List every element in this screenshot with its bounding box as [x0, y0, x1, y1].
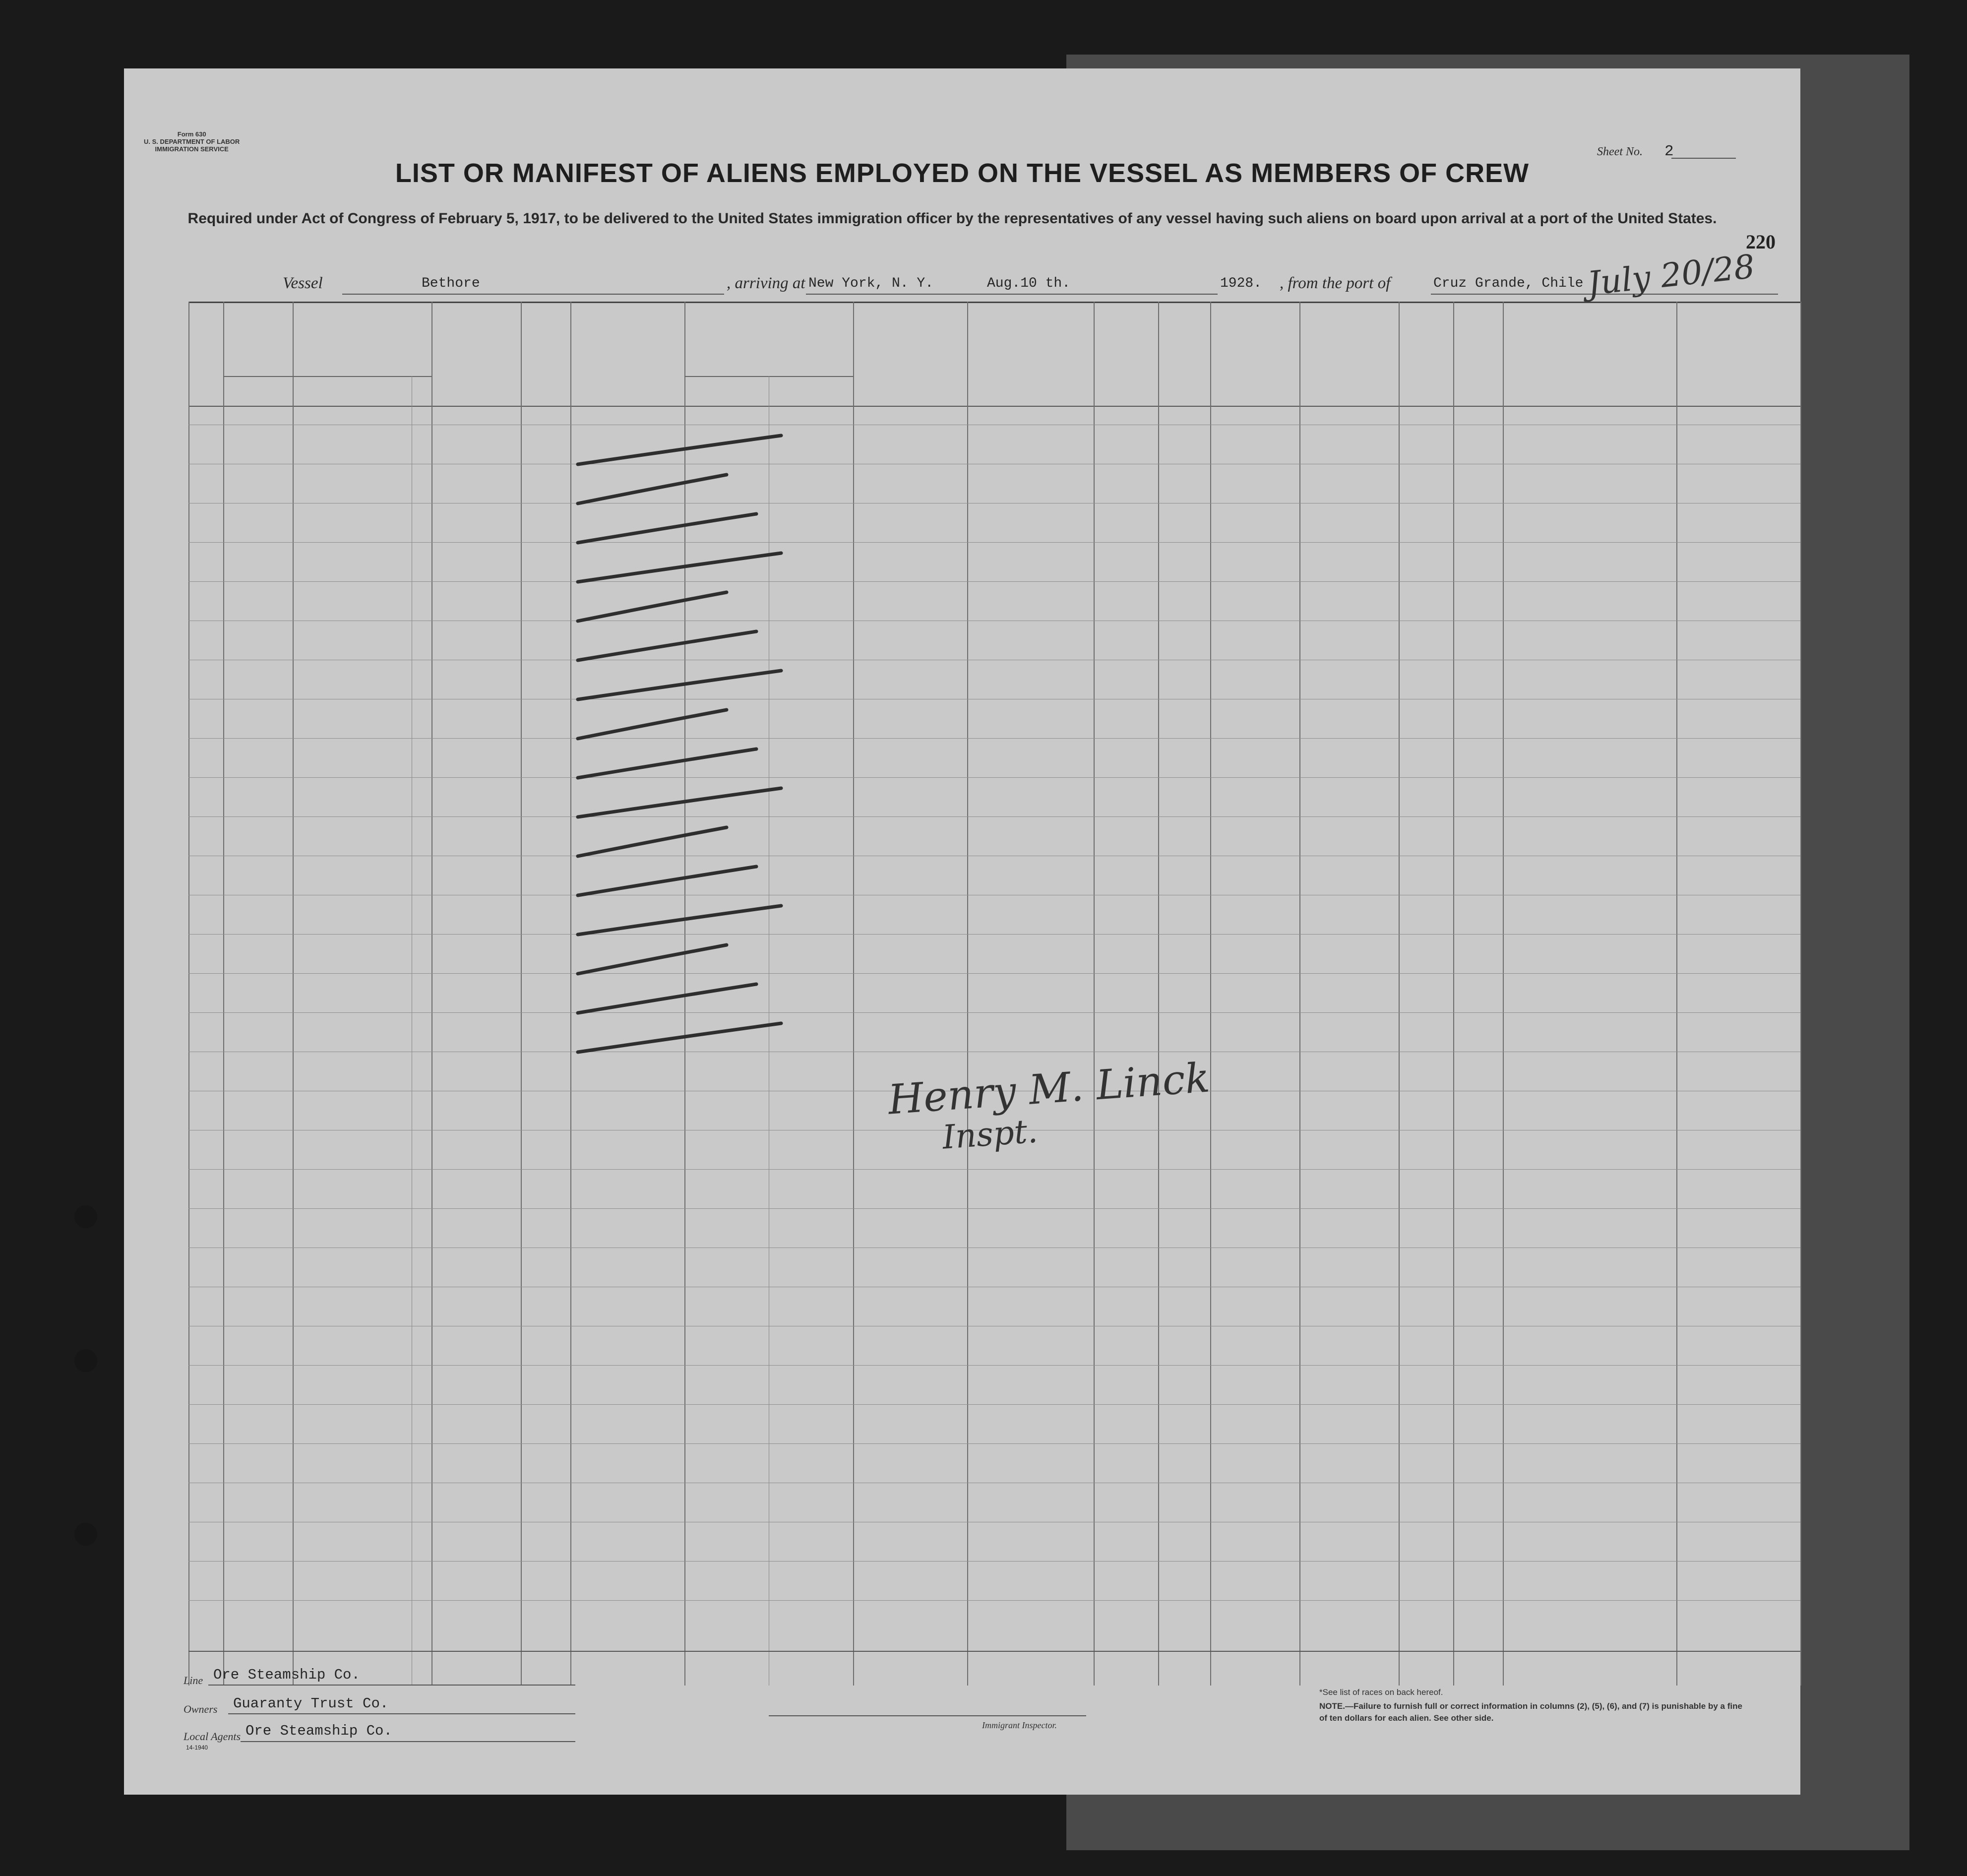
- sheet-number: 2: [1664, 143, 1674, 160]
- inspector-signature: Henry M. Linck: [886, 1054, 1212, 1124]
- pen-stroke: [578, 514, 756, 543]
- owners-value: Guaranty Trust Co.: [233, 1695, 389, 1712]
- binder-hole: [74, 1205, 97, 1228]
- arriving-port: New York, N. Y.: [808, 276, 934, 291]
- owners-label: Owners: [184, 1703, 218, 1715]
- arriving-label: , arriving at: [727, 274, 805, 292]
- owners-underline: [228, 1713, 575, 1714]
- form-code: 14-1940: [186, 1744, 208, 1751]
- from-port: Cruz Grande, Chile: [1433, 276, 1584, 291]
- inspector-label: Immigrant Inspector.: [982, 1720, 1057, 1730]
- pen-stroke: [578, 749, 756, 778]
- id-card-strokes: [124, 68, 1800, 1795]
- service: IMMIGRATION SERVICE: [155, 145, 229, 153]
- pen-stroke: [578, 945, 727, 974]
- agents-underline: [241, 1741, 575, 1742]
- page-subtitle: Required under Act of Congress of February 5, 1917, to be delivered to the United States immigration officer by the representatives of any vessel having such aliens on board upon arrival at a port of the United States.: [187, 210, 1717, 227]
- pen-stroke: [578, 436, 781, 464]
- pen-stroke: [578, 906, 781, 935]
- line-underline: [208, 1685, 575, 1686]
- pen-stroke: [578, 710, 727, 739]
- agents-value: Ore Steamship Co.: [246, 1723, 392, 1739]
- pen-stroke: [578, 788, 781, 817]
- pen-stroke: [578, 827, 727, 856]
- pen-stroke: [578, 1023, 781, 1052]
- binder-hole: [74, 1349, 97, 1372]
- binder-hole: [74, 1523, 97, 1546]
- inspector-underline: [769, 1715, 1086, 1716]
- penalty-note: NOTE.—Failure to furnish full or correct information in columns (2), (5), (6), and (7) is punishable by a fine of ten dollars for each alien. See other side.: [1319, 1701, 1742, 1723]
- vessel-label: Vessel: [283, 274, 323, 292]
- pen-stroke: [578, 592, 727, 621]
- form-number: Form 630: [177, 130, 206, 138]
- pen-stroke: [578, 867, 756, 895]
- race-note: *See list of races on back hereof.: [1319, 1688, 1443, 1697]
- pen-stroke: [578, 671, 781, 699]
- manifest-sheet: [124, 68, 1800, 1795]
- arrival-date: Aug.10 th.: [987, 276, 1071, 291]
- table-bottom-rule: [188, 1651, 1800, 1652]
- line-value: Ore Steamship Co.: [213, 1667, 360, 1683]
- page-stamp: 220: [1746, 231, 1776, 253]
- pen-stroke: [578, 475, 727, 503]
- agents-label: Local Agents: [184, 1730, 241, 1743]
- pen-stroke: [578, 631, 756, 660]
- vessel-name: Bethore: [422, 276, 480, 291]
- column-rule: [1800, 302, 1801, 1686]
- inspector-title: Inspt.: [941, 1112, 1039, 1157]
- pen-stroke: [578, 984, 756, 1013]
- from-label: , from the port of: [1280, 274, 1391, 292]
- department: U. S. DEPARTMENT OF LABOR: [144, 138, 240, 145]
- line-label: Line: [184, 1674, 203, 1687]
- sheet-label: Sheet No.: [1597, 145, 1643, 158]
- handwritten-date: July 20/28: [1585, 247, 1757, 303]
- pen-stroke: [578, 553, 781, 582]
- arrival-year: 1928.: [1220, 276, 1262, 291]
- page-title: LIST OR MANIFEST OF ALIENS EMPLOYED ON THE VESSEL AS MEMBERS OF CREW: [395, 158, 1530, 188]
